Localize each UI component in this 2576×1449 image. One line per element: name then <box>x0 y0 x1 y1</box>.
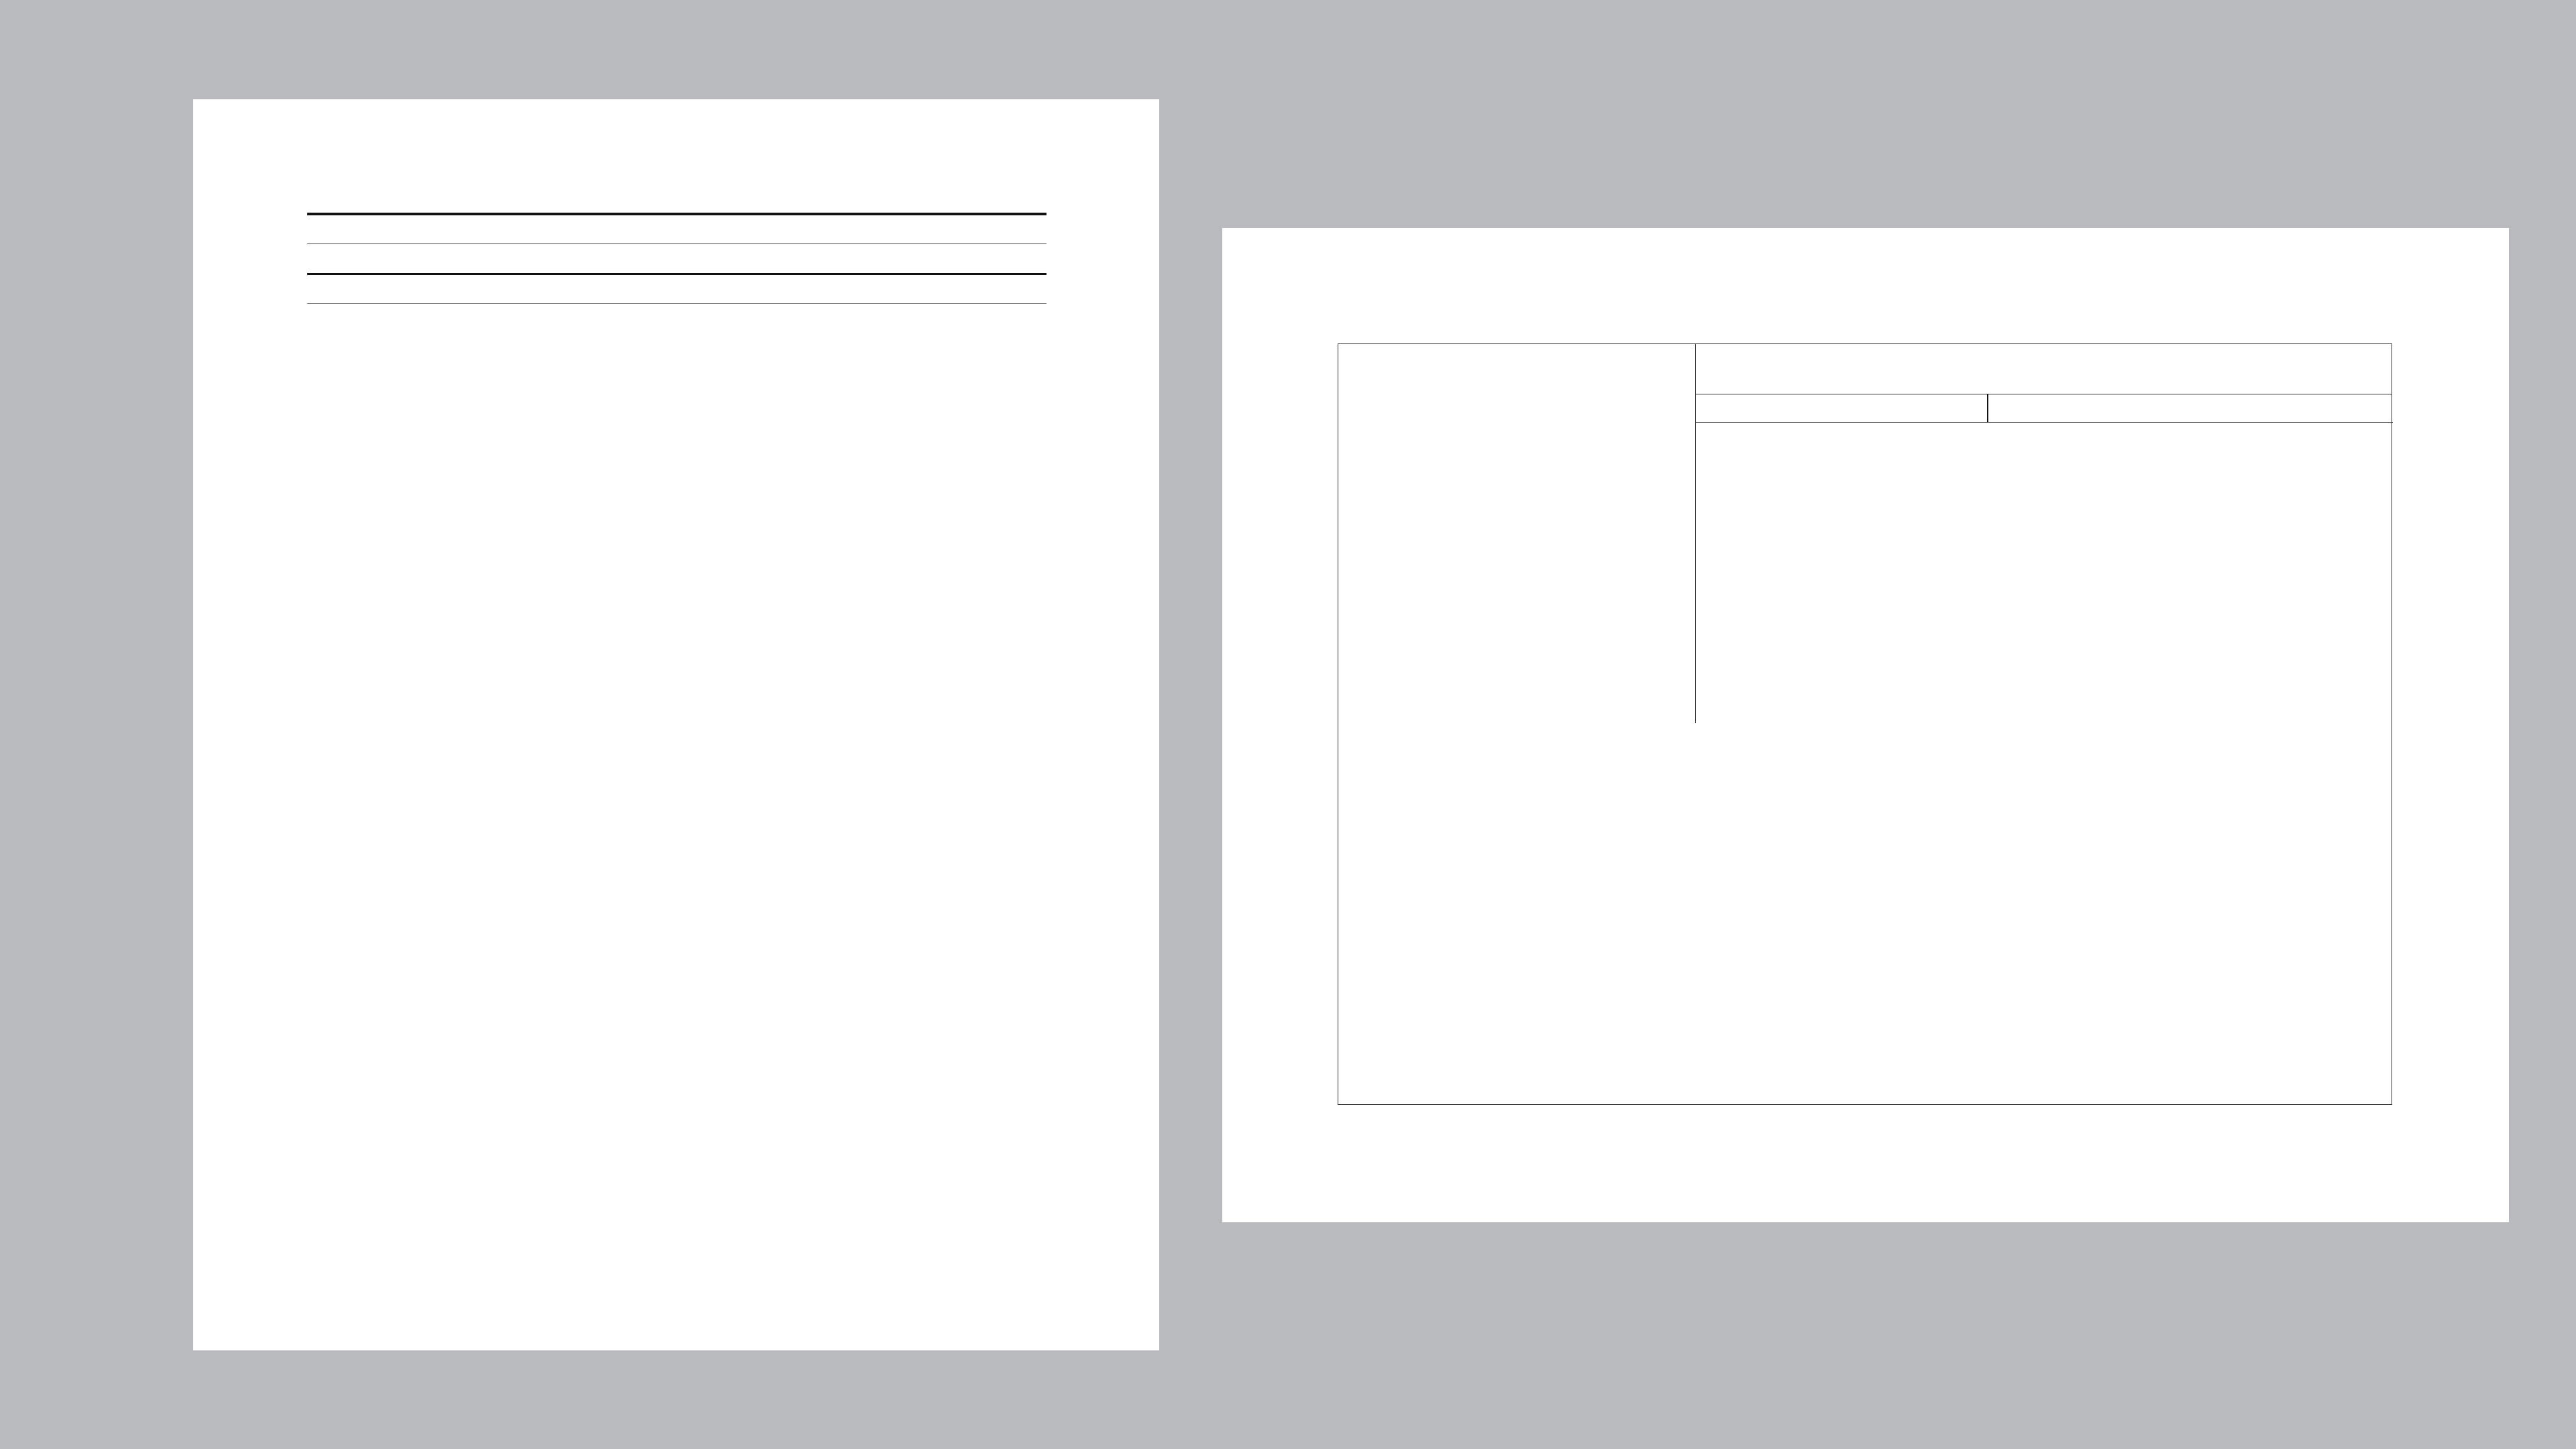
column-header <box>923 244 1046 274</box>
page-footer <box>307 1279 316 1294</box>
column-header <box>307 244 431 274</box>
course-content-group-header <box>307 214 553 244</box>
side-page-footer <box>1265 342 1280 352</box>
requirements-header <box>1695 344 2392 394</box>
program-outcomes-header <box>307 274 553 303</box>
right-page <box>1222 228 2509 1222</box>
general-education-header <box>1695 394 1987 423</box>
curriculum-map-table <box>307 213 1046 304</box>
column-header <box>677 244 800 274</box>
column-header <box>800 244 924 274</box>
essential-curriculum-map <box>1338 343 2392 1105</box>
web-design-core-header <box>1987 394 2393 423</box>
course-items-group-header <box>553 214 1046 244</box>
column-header <box>553 244 677 274</box>
map-header-panel <box>1338 344 1696 723</box>
column-header <box>431 244 554 274</box>
project-description-header <box>553 274 1046 303</box>
left-page <box>193 99 1159 1350</box>
uvu-logo <box>1349 362 1358 374</box>
